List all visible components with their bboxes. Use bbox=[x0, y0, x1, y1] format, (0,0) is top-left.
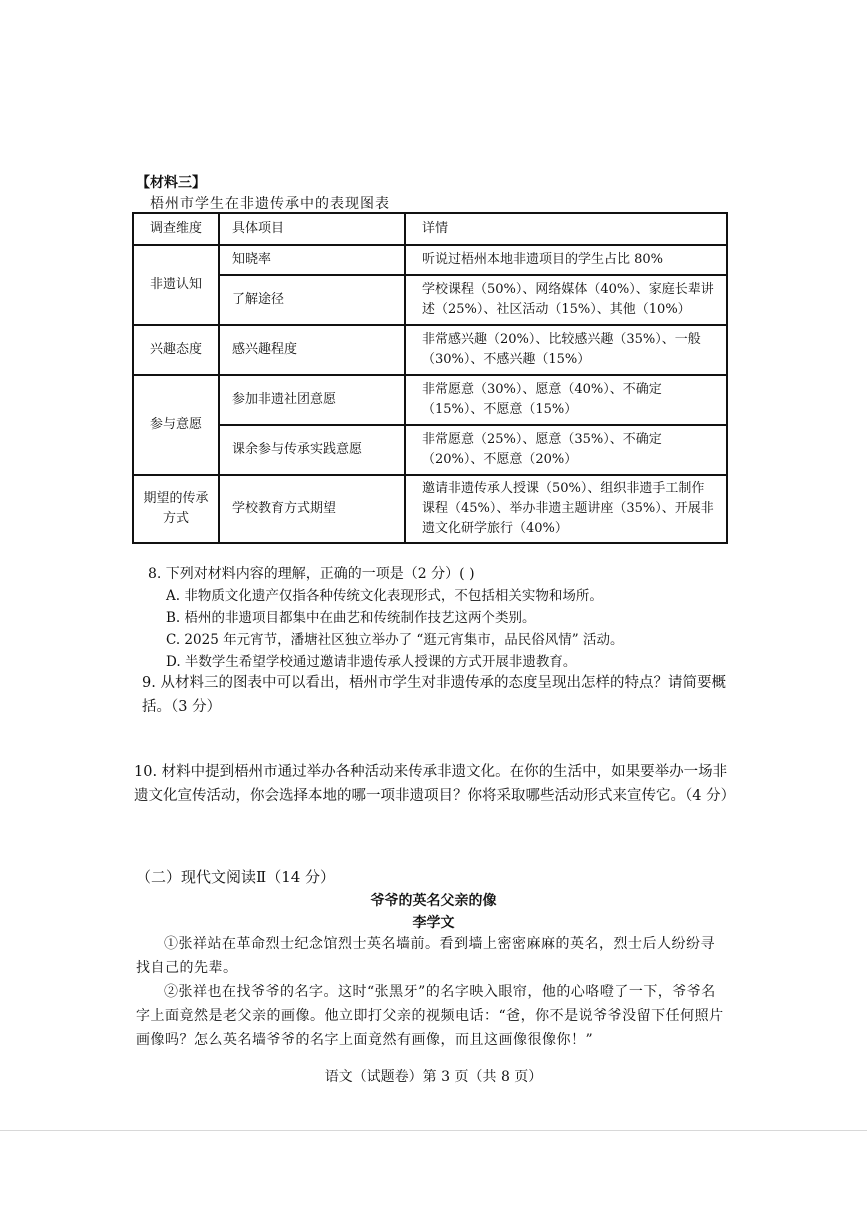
section-heading: （二）现代文阅读Ⅱ（14 分） bbox=[136, 868, 336, 886]
item-cell: 知晓率 bbox=[219, 245, 405, 275]
article-author: 李学文 bbox=[412, 915, 455, 931]
table-row bbox=[133, 475, 727, 543]
table-row bbox=[133, 325, 727, 375]
item-cell: 学校教育方式期望 bbox=[219, 475, 405, 543]
table-row bbox=[133, 245, 727, 275]
question-8-option-a: A. 非物质文化遗产仅指各种传统文化表现形式，不包括相关实物和场所。 bbox=[166, 588, 603, 604]
question-8-option-c: C. 2025 年元宵节，潘塘社区独立举办了 “逛元宵集市，品民俗风情” 活动。 bbox=[166, 632, 624, 648]
detail-cell: 学校课程（50%）、网络媒体（40%）、家庭长辈讲述（25%）、社区活动（15%）、其他（10%） bbox=[405, 275, 727, 325]
survey-table bbox=[132, 212, 728, 544]
item-cell: 了解途径 bbox=[219, 275, 405, 325]
material-label: 【材料三】 bbox=[136, 175, 206, 191]
article-title: 爷爷的英名父亲的像 bbox=[370, 893, 497, 909]
table-row bbox=[133, 275, 727, 325]
question-9: 9. 从材料三的图表中可以看出，梧州市学生对非遗传承的态度呈现出怎样的特点？请简要概括。（3 分） bbox=[142, 675, 726, 715]
question-8-option-b: B. 梧州的非遗项目都集中在曲艺和传统制作技艺这两个类别。 bbox=[166, 610, 536, 626]
detail-cell: 非常愿意（30%）、愿意（40%）、不确定（15%）、不愿意（15%） bbox=[405, 375, 727, 425]
article-paragraph-1: ①张祥站在革命烈士纪念馆烈士英名墙前。看到墙上密密麻麻的英名，烈士后人纷纷寻找自己的先辈。 bbox=[136, 936, 715, 976]
detail-cell: 邀请非遗传承人授课（50%）、组织非遗手工制作课程（45%）、举办非遗主题讲座（35%）、开展非遗文化研学旅行（40%） bbox=[405, 475, 727, 543]
detail-cell: 非常感兴趣（20%）、比较感兴趣（35%）、一般（30%）、不感兴趣（15%） bbox=[405, 325, 727, 375]
table-header-row bbox=[133, 213, 727, 245]
detail-cell: 非常愿意（25%）、愿意（35%）、不确定（20%）、不愿意（20%） bbox=[405, 425, 727, 475]
table-caption: 梧州市学生在非遗传承中的表现图表 bbox=[150, 196, 390, 212]
question-8-stem: 8. 下列对材料内容的理解，正确的一项是（2 分）( ) bbox=[148, 566, 475, 582]
dimension-cell: 非遗认知 bbox=[133, 245, 219, 325]
page-footer: 语文（试题卷）第 3 页（共 8 页） bbox=[324, 1069, 543, 1085]
item-cell: 感兴趣程度 bbox=[219, 325, 405, 375]
article-paragraph-2: ②张祥也在找爷爷的名字。这时“张黑牙”的名字映入眼帘，他的心咯噔了一下，爷爷名字上面竟然是老父亲的画像。他立即打父亲的视频电话：“爸，你不是说爷爷没留下任何照片画像吗？怎么英名墙爷爷的名字上面竟然有画像，而且这画像很像你！” bbox=[136, 984, 724, 1048]
question-8-option-d: D. 半数学生希望学校通过邀请非遗传承人授课的方式开展非遗教育。 bbox=[166, 654, 577, 670]
item-cell: 课余参与传承实践意愿 bbox=[219, 425, 405, 475]
question-10: 10. 材料中提到梧州市通过举办各种活动来传承非遗文化。在你的生活中，如果要举办一场非遗文化宣传活动，你会选择本地的哪一项非遗项目？你将采取哪些活动形式来宣传它。（4 分） bbox=[134, 764, 736, 804]
dimension-cell: 期望的传承方式 bbox=[133, 475, 219, 543]
dimension-cell: 参与意愿 bbox=[133, 375, 219, 475]
table-row bbox=[133, 425, 727, 475]
dimension-cell: 兴趣态度 bbox=[133, 325, 219, 375]
detail-cell: 听说过梧州本地非遗项目的学生占比 80% bbox=[405, 245, 727, 275]
table-row bbox=[133, 375, 727, 425]
header-dimension: 调查维度 bbox=[133, 213, 219, 245]
header-item: 具体项目 bbox=[219, 213, 405, 245]
header-detail: 详情 bbox=[405, 213, 727, 245]
scan-edge-divider bbox=[0, 1130, 867, 1131]
item-cell: 参加非遗社团意愿 bbox=[219, 375, 405, 425]
